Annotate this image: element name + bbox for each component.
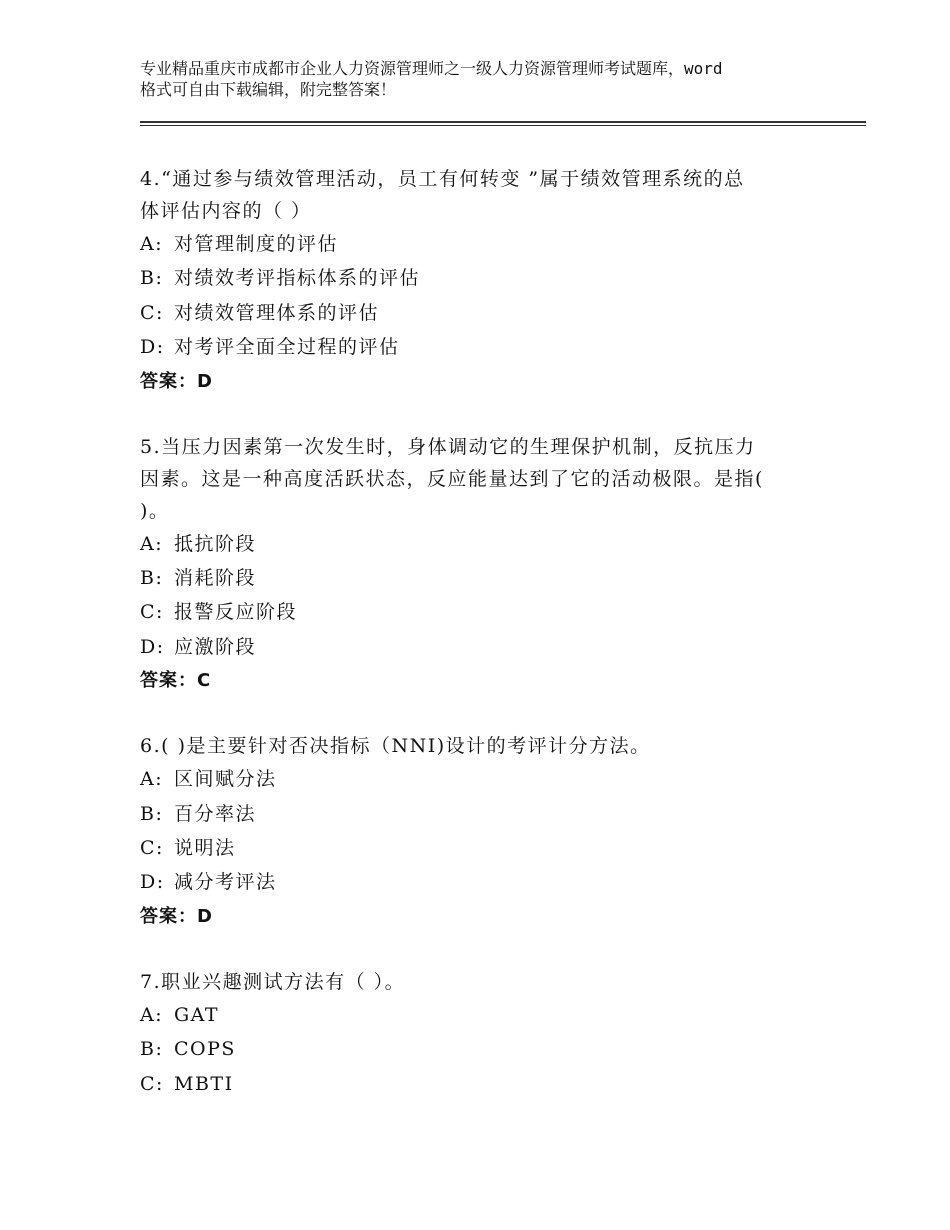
option-text: GAT xyxy=(174,1003,220,1026)
option-label: A: xyxy=(140,1003,164,1026)
question-list xyxy=(140,163,820,1133)
answer-option xyxy=(140,330,820,364)
header-divider-thick xyxy=(140,121,866,123)
option-text: 抵抗阶段 xyxy=(174,532,257,555)
header-title-line-1: 专业精品重庆市成都市企业人力资源管理师之一级人力资源管理师考试题库，word xyxy=(140,59,723,78)
option-text: MBTI xyxy=(174,1072,234,1095)
answer-option xyxy=(140,831,820,865)
answer-option xyxy=(140,261,820,295)
option-label: B: xyxy=(140,567,164,590)
option-label: B: xyxy=(140,802,164,825)
answer-key: 答案：D xyxy=(140,370,213,392)
option-label: A: xyxy=(140,532,164,555)
document-header xyxy=(140,58,830,100)
answer-option xyxy=(140,1032,820,1066)
option-text: 对绩效考评指标体系的评估 xyxy=(174,267,421,290)
answer-option xyxy=(140,797,820,831)
answer-option xyxy=(140,296,820,330)
option-text: COPS xyxy=(174,1038,236,1061)
question-stem-line: )。 xyxy=(140,499,170,522)
option-label: B: xyxy=(140,1038,164,1061)
question-block xyxy=(140,431,820,699)
option-label: D: xyxy=(140,871,165,894)
question-stem-line: 体评估内容的（ ） xyxy=(140,200,312,222)
answer-option xyxy=(140,527,820,561)
option-label: C: xyxy=(140,1072,164,1095)
answer-option xyxy=(140,561,820,595)
question-stem-line: 7.职业兴趣测试方法有（ ）。 xyxy=(140,970,406,993)
question-block xyxy=(140,163,820,399)
question-stem xyxy=(140,163,820,227)
option-label: A: xyxy=(140,768,164,791)
option-label: C: xyxy=(140,301,164,324)
option-label: B: xyxy=(140,267,164,290)
question-stem-line: 6.( )是主要针对否决指标（NNI)设计的考评计分方法。 xyxy=(140,735,651,758)
answer-option xyxy=(140,762,820,796)
option-text: 百分率法 xyxy=(174,802,257,825)
answer-option xyxy=(140,1067,820,1101)
question-block xyxy=(140,730,820,934)
header-divider-thin xyxy=(140,125,866,126)
answer-option xyxy=(140,865,820,899)
option-label: C: xyxy=(140,837,164,860)
option-text: 对绩效管理体系的评估 xyxy=(174,301,380,324)
answer-option xyxy=(140,998,820,1032)
question-stem-line: 4.“通过参与绩效管理活动，员工有何转变 ”属于绩效管理系统的总 xyxy=(140,168,745,190)
option-text: 说明法 xyxy=(174,837,236,860)
option-text: 报警反应阶段 xyxy=(174,601,298,624)
question-stem xyxy=(140,431,820,527)
option-text: 减分考评法 xyxy=(174,871,277,894)
option-label: C: xyxy=(140,601,164,624)
question-stem-line: 因素。这是一种高度活跃状态，反应能量达到了它的活动极限。是指( xyxy=(140,467,764,490)
option-label: D: xyxy=(140,336,165,359)
answer-key: 答案：D xyxy=(140,905,213,927)
option-label: A: xyxy=(140,233,164,255)
option-label: D: xyxy=(140,635,165,658)
question-stem xyxy=(140,730,820,762)
answer-key: 答案：C xyxy=(140,670,212,692)
question-stem-line: 5.当压力因素第一次发生时，身体调动它的生理保护机制，反抗压力 xyxy=(140,435,756,458)
answer-option xyxy=(140,630,820,664)
option-text: 对考评全面全过程的评估 xyxy=(174,336,400,359)
option-text: 应激阶段 xyxy=(174,635,257,658)
option-text: 消耗阶段 xyxy=(174,567,257,590)
answer-option xyxy=(140,595,820,629)
option-text: 对管理制度的评估 xyxy=(174,233,339,255)
answer-option xyxy=(140,227,820,261)
option-text: 区间赋分法 xyxy=(174,768,277,791)
header-title-line-2: 格式可自由下载编辑，附完整答案！ xyxy=(140,80,397,99)
question-stem xyxy=(140,966,820,998)
question-block xyxy=(140,966,820,1101)
